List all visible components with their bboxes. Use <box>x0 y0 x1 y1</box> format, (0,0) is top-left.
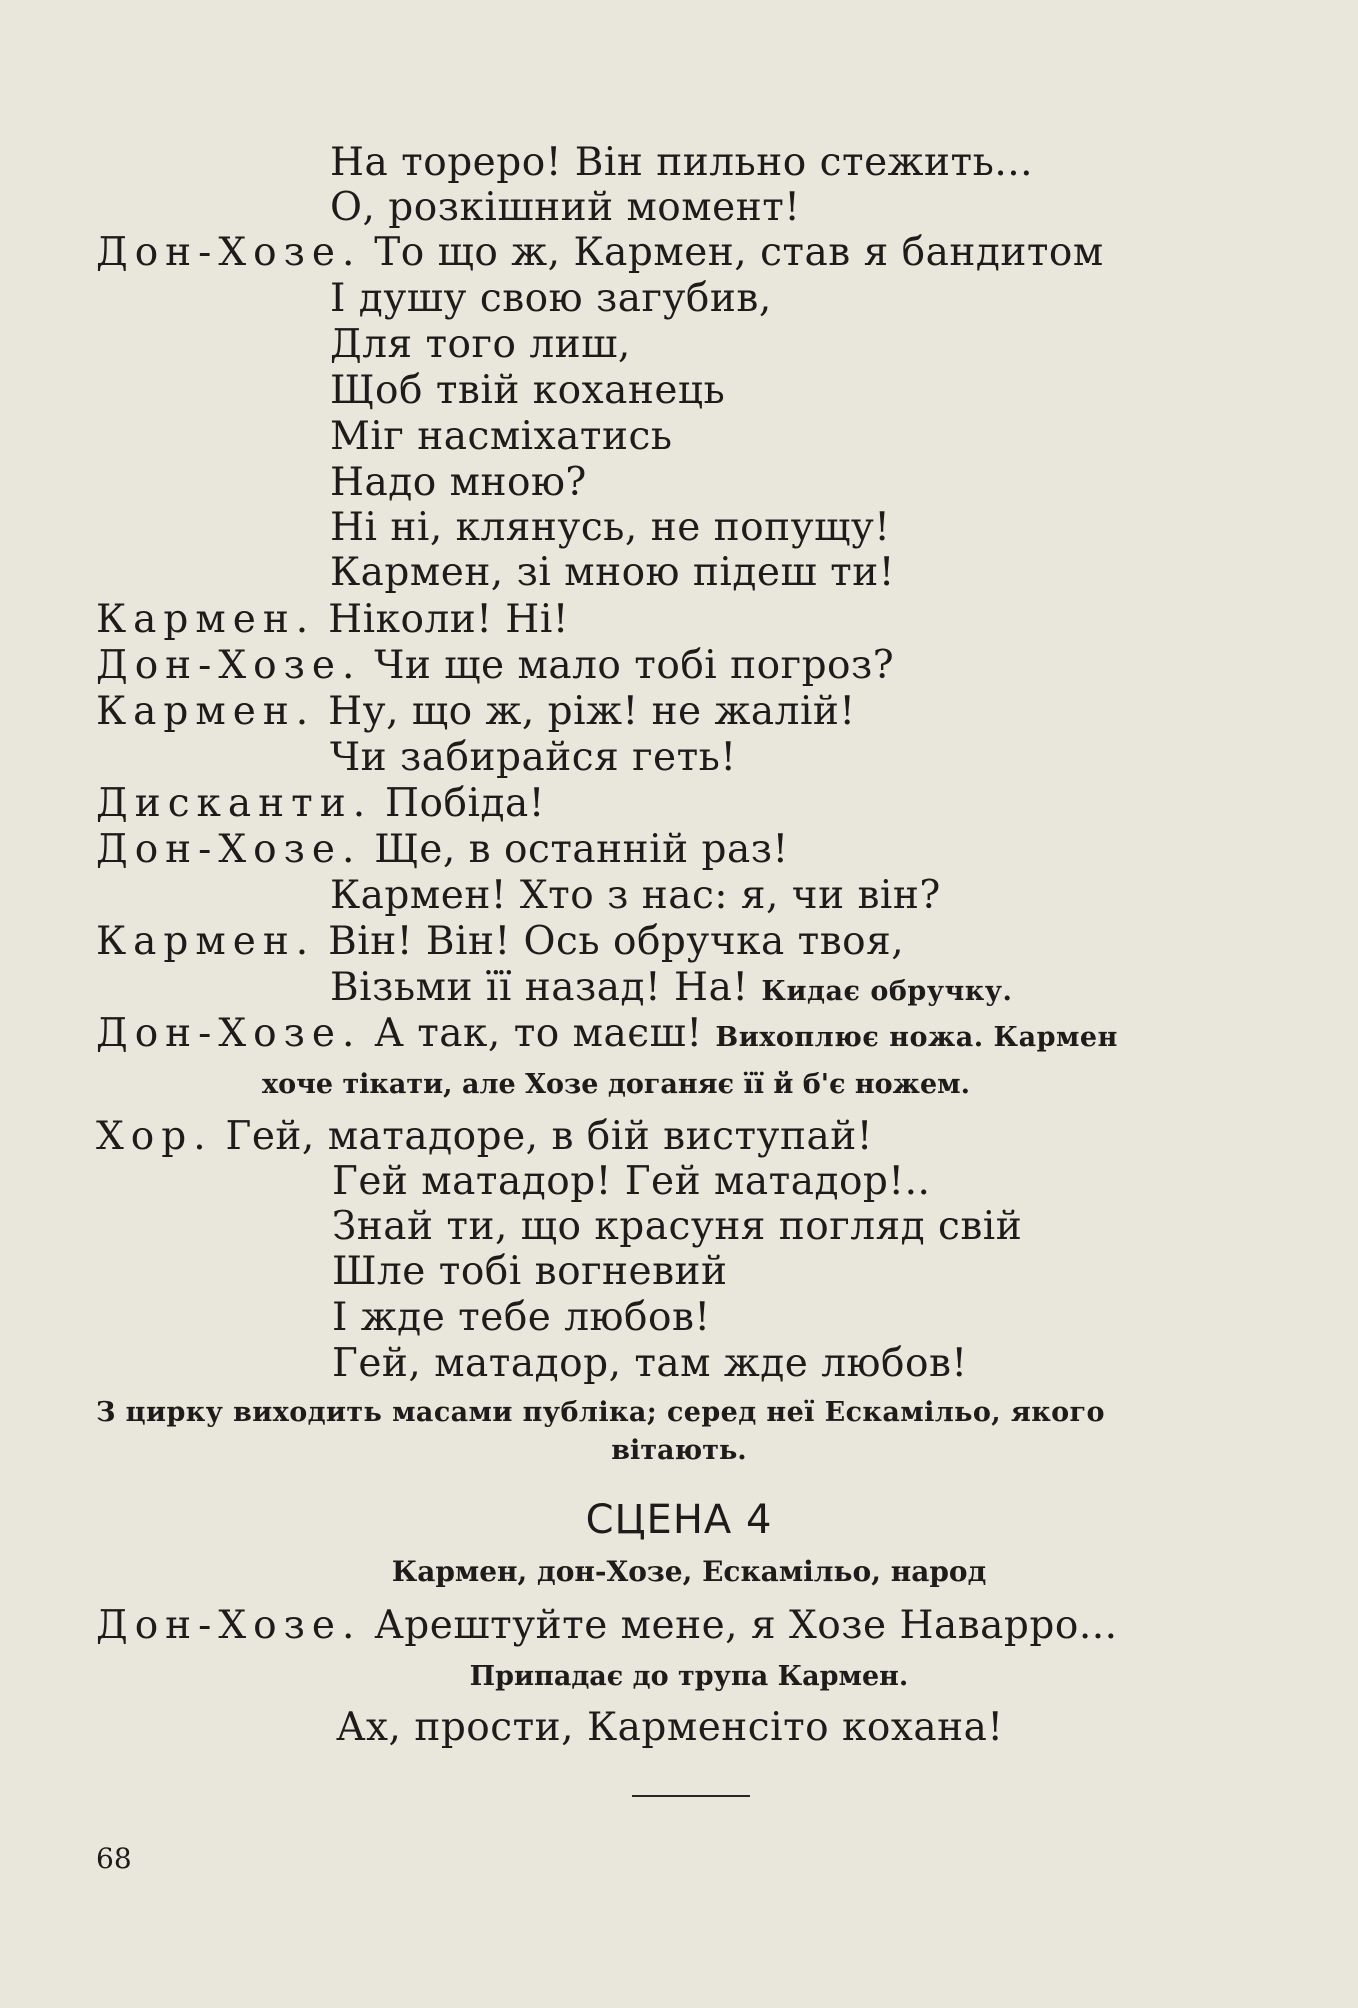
speaker-name: Дон-Хозе. <box>96 643 362 688</box>
stage-direction: Припадає до трупа Кармен. <box>469 1661 909 1692</box>
verse-line: Чи забирайся геть! <box>330 735 737 780</box>
dialogue-line <box>96 230 1104 276</box>
verse-line: О, розкішний момент! <box>330 185 801 230</box>
verse-line: І душу свою загубив, <box>330 276 772 321</box>
verse-line: Кармен, зі мною підеш ти! <box>330 550 895 595</box>
verse-line: Шле тобі вогневий <box>332 1249 728 1294</box>
speaker-name: Кармен. <box>96 689 316 734</box>
stage-direction: З цирку виходить масами публіка; серед неї Ескамільо, якого <box>96 1397 1105 1428</box>
verse-line: Для того лиш, <box>330 322 631 367</box>
page-number: 68 <box>96 1842 132 1875</box>
speaker-name: Кармен. <box>96 919 316 964</box>
dialogue-line <box>96 827 789 873</box>
stage-direction: хоче тікати, але Хозе доганяє її й б'є ножем. <box>262 1069 970 1100</box>
verse-line: Знай ти, що красуня погляд свій <box>332 1204 1023 1249</box>
verse-text: Ніколи! Ні! <box>328 597 569 642</box>
verse-line: Щоб твій коханець <box>330 368 726 413</box>
dialogue-line <box>96 1603 1118 1649</box>
scene-cast: Кармен, дон-Хозе, Ескамільо, народ <box>391 1555 987 1588</box>
verse-text: Арештуйте мене, я Хозе Наварро... <box>374 1603 1118 1648</box>
verse-text: Побіда! <box>385 781 545 826</box>
stage-direction: Вихоплює ножа. Кармен <box>715 1022 1118 1053</box>
verse-text: То що ж, Кармен, став я бандитом <box>374 230 1104 275</box>
speaker-name: Кармен. <box>96 597 316 642</box>
dialogue-line <box>96 781 545 827</box>
verse-text: Гей, матадоре, в бій виступай! <box>225 1114 873 1159</box>
verse-line: Ні ні, клянусь, не попущу! <box>330 505 891 550</box>
stage-direction: вітають. <box>611 1435 747 1466</box>
dialogue-line <box>96 643 894 689</box>
verse-line: На тореро! Він пильно стежить... <box>330 140 1034 185</box>
speaker-name: Дон-Хозе. <box>96 230 362 275</box>
end-rule <box>632 1795 750 1797</box>
verse-text: Ну, що ж, ріж! не жалій! <box>328 689 856 734</box>
verse-text: Він! Він! Ось обручка твоя, <box>328 919 905 964</box>
stage-direction: Кидає обручку. <box>761 976 1013 1007</box>
speaker-name: Хор. <box>96 1114 213 1159</box>
verse-text: А так, то маєш! <box>374 1011 703 1056</box>
verse-text: Чи ще мало тобі погроз? <box>374 643 895 688</box>
dialogue-line <box>96 1114 873 1160</box>
verse-line: Надо мною? <box>330 460 587 505</box>
dialogue-line <box>96 919 904 965</box>
verse-line: І жде тебе любов! <box>332 1295 711 1340</box>
verse-line: Ах, прости, Карменсіто кохана! <box>336 1705 1004 1750</box>
dialogue-line <box>96 689 856 735</box>
dialogue-line <box>96 1011 1118 1061</box>
verse-line: Кармен! Хто з нас: я, чи він? <box>330 873 941 918</box>
verse-line: Міг насміхатись <box>330 414 673 459</box>
scene-heading: СЦЕНА 4 <box>585 1497 773 1543</box>
verse-line: Візьми її назад! На! Кидає обручку. <box>330 965 1013 1010</box>
speaker-name: Дон-Хозе. <box>96 1011 362 1056</box>
verse-line: Гей, матадор, там жде любов! <box>332 1341 968 1386</box>
speaker-name: Дон-Хозе. <box>96 827 362 872</box>
verse-text: Ще, в останній раз! <box>374 827 789 872</box>
speaker-name: Дон-Хозе. <box>96 1603 362 1648</box>
speaker-name: Дисканти. <box>96 781 373 826</box>
dialogue-line <box>96 597 569 643</box>
verse-line: Гей матадор! Гей матадор!.. <box>332 1159 931 1204</box>
